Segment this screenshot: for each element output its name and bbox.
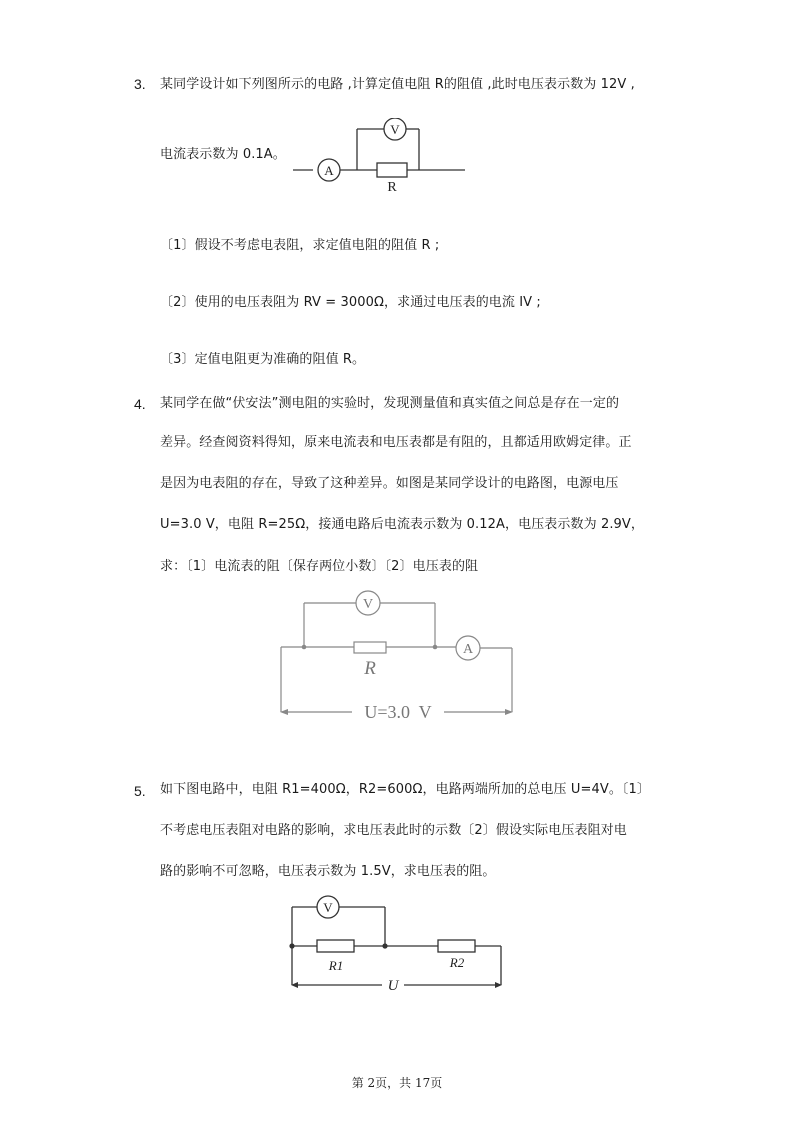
q5-r1-label: R1 bbox=[328, 958, 344, 973]
q3-sub2: 〔2〕使用的电压表阻为 RV = 3000Ω，求通过电压表的电流 IV ; bbox=[160, 295, 541, 310]
q4-number: 4. bbox=[134, 396, 146, 412]
q4-source-label: U=3.0 V bbox=[364, 702, 432, 720]
q4-text-line1: 某同学在做“伏安法”测电阻的实验时，发现测量值和真实值之间总是存在一定的 bbox=[160, 396, 620, 411]
q5-source-label: U bbox=[387, 978, 399, 992]
q5-r2-label: R2 bbox=[449, 955, 465, 970]
q3-sub1: 〔1〕假设不考虑电表阻，求定值电阻的阻值 R ; bbox=[160, 238, 440, 253]
q3-number: 3. bbox=[134, 76, 146, 92]
q5-text-line1: 如下图电路中，电阻 R1=400Ω，R2=600Ω，电路两端所加的总电压 U=4V。〔1〕 bbox=[160, 782, 650, 797]
q5-number: 5. bbox=[134, 783, 146, 799]
q3-text-line2: 电流表示数为 0.1A。 bbox=[160, 147, 286, 162]
q4-text-line3: 是因为电表阻的存在，导致了这种差异。如图是某同学设计的电路图，电源电压 bbox=[160, 476, 619, 491]
q4-text-line5: 求：〔1〕电流表的阻〔保存两位小数〕〔2〕电压表的阻 bbox=[160, 559, 479, 574]
q3-ammeter-label: A bbox=[324, 163, 334, 178]
q3-voltmeter-label: V bbox=[390, 122, 400, 137]
q5-text-line2: 不考虑电压表阻对电路的影响，求电压表此时的示数〔2〕假设实际电压表阻对电 bbox=[160, 823, 627, 838]
q5-circuit-figure bbox=[286, 894, 511, 992]
q4-resistor-label: R bbox=[364, 658, 376, 679]
q3-circuit-figure bbox=[293, 118, 473, 198]
q4-text-line2: 差异。经查阅资料得知，原来电流表和电压表都是有阻的，且都适用欧姆定律。正 bbox=[160, 435, 632, 450]
q5-voltmeter-label: V bbox=[323, 900, 333, 915]
q3-sub3: 〔3〕定值电阻更为准确的阻值 R。 bbox=[160, 352, 366, 367]
q3-text-line1: 某同学设计如下列图所示的电路 ,计算定值电阻 R的阻值 ,此时电压表示数为 12V , bbox=[160, 77, 635, 92]
q4-ammeter-label: A bbox=[462, 642, 474, 657]
q4-circuit-figure bbox=[278, 590, 518, 720]
q4-text-line4: U=3.0 V，电阻 R=25Ω，接通电路后电流表示数为 0.12A，电压表示数为 2.9V， bbox=[160, 517, 645, 532]
q5-text-line3: 路的影响不可忽略，电压表示数为 1.5V，求电压表的阻。 bbox=[160, 864, 496, 879]
q4-voltmeter-label: V bbox=[362, 597, 374, 612]
page-footer: 第 2页，共 17页 bbox=[351, 1076, 443, 1090]
q3-resistor-label: R bbox=[387, 180, 397, 195]
